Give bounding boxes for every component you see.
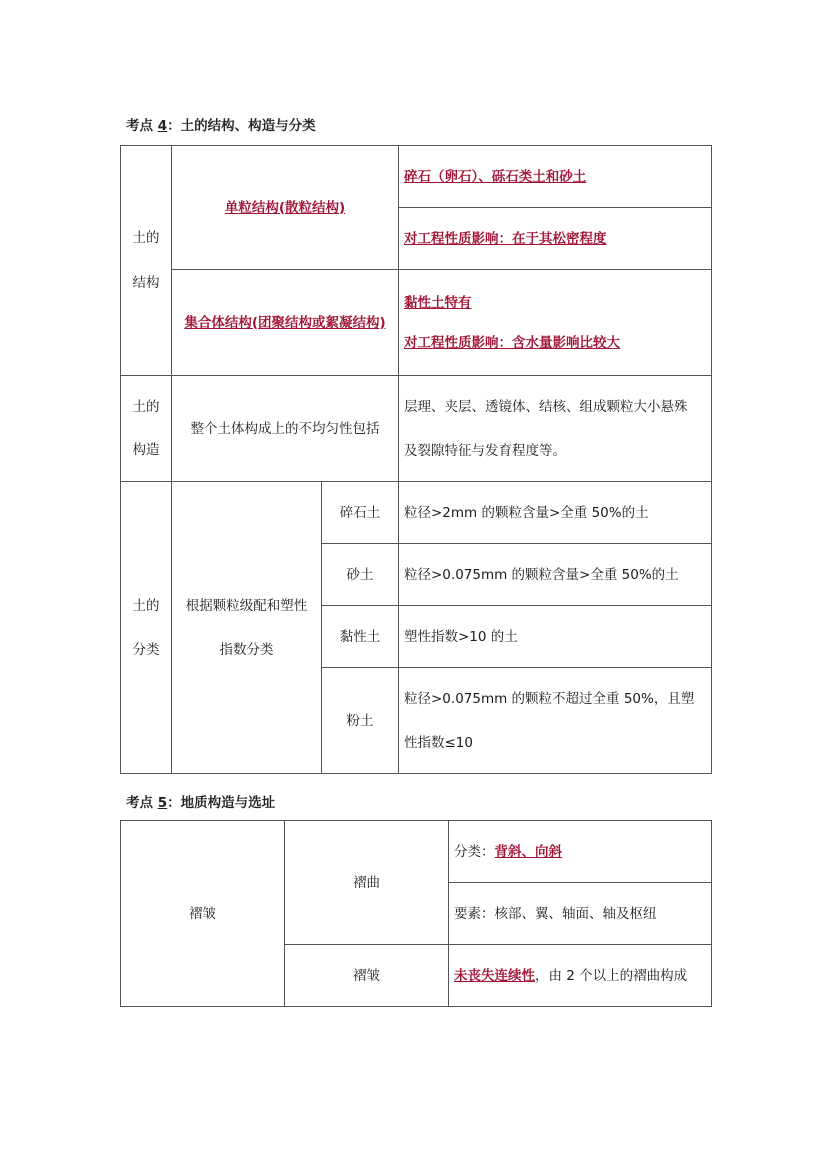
section5-heading bbox=[126, 791, 275, 811]
type-silt-soil: 粉土 bbox=[322, 668, 399, 774]
section5-heading-text: ：地质构造与选址 bbox=[167, 795, 276, 811]
section5-heading-prefix: 考点 bbox=[126, 795, 158, 811]
aggregate-structure bbox=[172, 270, 399, 376]
single-grain-note1: 碎石（卵石）、砾石类土和砂土 bbox=[399, 146, 712, 208]
type-gravel-criterion: 粒径>2mm 的颗粒含量>全重 50%的土 bbox=[399, 482, 712, 544]
construction-category: 土的 构造 bbox=[121, 376, 172, 482]
type-silt-criterion: 粒径>0.075mm 的颗粒不超过全重 50%，且塑 性指数≤10 bbox=[399, 668, 712, 774]
aggregate-structure-name: 集合体结构(团聚结构或絮凝结构) bbox=[184, 314, 386, 331]
fold-category: 褶皱 bbox=[121, 821, 285, 1007]
classification-category: 土的 分类 bbox=[121, 482, 172, 774]
section4-heading bbox=[126, 114, 316, 134]
single-grain-structure-name: 单粒结构(散粒结构) bbox=[224, 199, 346, 216]
classification-basis: 根据颗粒级配和塑性 指数分类 bbox=[172, 482, 322, 774]
soil-table bbox=[120, 145, 712, 774]
section5-heading-number: 5 bbox=[157, 795, 168, 811]
type-clay-criterion: 塑性指数>10 的土 bbox=[399, 606, 712, 668]
type-clay-soil: 黏性土 bbox=[322, 606, 399, 668]
fold-row-desc: 未丧失连续性，由 2 个以上的褶曲构成 bbox=[449, 945, 712, 1007]
section4-heading-prefix: 考点 bbox=[126, 118, 158, 134]
single-grain-note2: 对工程性质影响：在于其松密程度 bbox=[399, 208, 712, 270]
construction-detail: 层理、夹层、透镜体、结核、组成颗粒大小悬殊 及裂隙特征与发育程度等。 bbox=[399, 376, 712, 482]
fold-table bbox=[120, 820, 712, 1007]
bend-elements: 要素：核部、翼、轴面、轴及枢纽 bbox=[449, 883, 712, 945]
structure-category: 土的 结构 bbox=[121, 146, 172, 376]
bend-class-value: 背斜、向斜 bbox=[494, 843, 562, 860]
type-sand-criterion: 粒径>0.075mm 的颗粒含量>全重 50%的土 bbox=[399, 544, 712, 606]
bend-name: 褶曲 bbox=[285, 821, 449, 945]
type-gravel-soil: 碎石土 bbox=[322, 482, 399, 544]
aggregate-note2: 对工程性质影响：含水量影响比较大 bbox=[404, 334, 620, 351]
fold-row-emphasis: 未丧失连续性 bbox=[454, 967, 535, 984]
section4-heading-text: ：土的结构、构造与分类 bbox=[167, 118, 316, 134]
single-grain-structure bbox=[172, 146, 399, 270]
aggregate-note1: 黏性土特有 bbox=[404, 294, 472, 311]
bend-classification: 分类：背斜、向斜 bbox=[449, 821, 712, 883]
type-sand-soil: 砂土 bbox=[322, 544, 399, 606]
fold-row-name: 褶皱 bbox=[285, 945, 449, 1007]
aggregate-notes bbox=[399, 270, 712, 376]
construction-desc: 整个土体构成上的不均匀性包括 bbox=[172, 376, 399, 482]
section4-heading-number: 4 bbox=[157, 118, 168, 134]
